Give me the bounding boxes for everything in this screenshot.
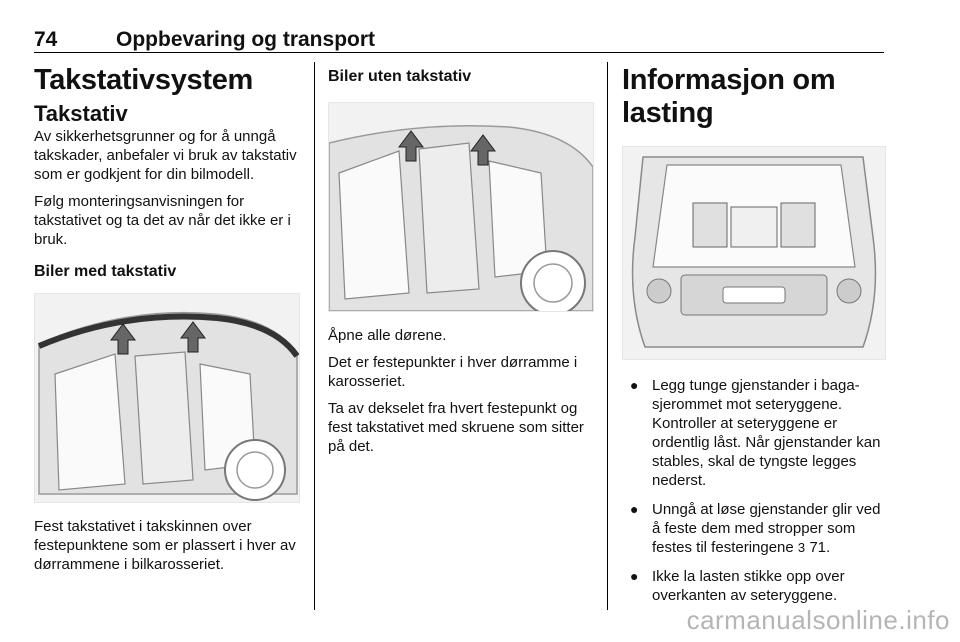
section-title: Takstativsystem xyxy=(34,64,254,96)
section-heading: Biler med takstativ xyxy=(34,263,177,280)
bullet-icon: ● xyxy=(630,568,639,584)
paragraph: Åpne alle dørene. xyxy=(328,327,447,344)
page-header xyxy=(34,24,884,53)
column-middle xyxy=(328,62,594,464)
bullet-list xyxy=(622,376,888,605)
column-right xyxy=(622,62,888,615)
list-item-text: Legg tunge gjenstander i bagasjerommet mot seteryggene. Kontroller at seteryggene er ordentlig låst. Når gjenstander kan stables, skal de tyngste legges nederst. xyxy=(652,377,881,489)
column-divider xyxy=(314,62,315,610)
list-item xyxy=(622,567,888,605)
column-divider xyxy=(607,62,608,610)
watermark: carmanualsonline.info xyxy=(686,605,950,635)
car-open-doors-illustration xyxy=(328,102,594,312)
column-left xyxy=(34,62,302,582)
page-reference-icon[interactable]: 3 xyxy=(797,540,806,555)
paragraph: Følg monteringsanvisningen for takstativet og ta det av når det ikke er i bruk. xyxy=(34,193,291,248)
paragraph: Det er festepunkter i hver dørramme i karosseriet. xyxy=(328,354,578,390)
chapter-title: Oppbevaring og transport xyxy=(116,28,376,51)
figure-caption: Fest takstativet i takskinnen over festepunktene som er plassert i hver av dørrammene i bilkarosseriet. xyxy=(34,518,296,573)
section-heading: Biler uten takstativ xyxy=(328,68,472,85)
page-number: 74 xyxy=(34,28,58,51)
bullet-icon: ● xyxy=(630,501,639,517)
car-roof-rack-illustration xyxy=(34,293,300,503)
bullet-icon: ● xyxy=(630,377,639,393)
list-item xyxy=(622,500,888,557)
list-item xyxy=(622,376,888,490)
paragraph: Av sikkerhetsgrunner og for å unngå takskader, anbefaler vi bruk av takstativ som er godkjent for din bilmodell. xyxy=(34,128,297,183)
cargo-area-illustration xyxy=(622,146,886,360)
section-title: Informasjon om lasting xyxy=(622,64,836,129)
page-reference[interactable]: 71. xyxy=(805,539,831,556)
subsection-title: Takstativ xyxy=(34,101,128,126)
list-item-text: Unngå at løse gjenstander glir ved å feste dem med stropper som festes til festeringene xyxy=(652,501,881,556)
list-item-text: Ikke la lasten stikke opp over overkanten av seteryggene. xyxy=(652,568,845,604)
paragraph: Ta av dekselet fra hvert festepunkt og fest takstativet med skruene som sitter på det. xyxy=(328,400,584,455)
